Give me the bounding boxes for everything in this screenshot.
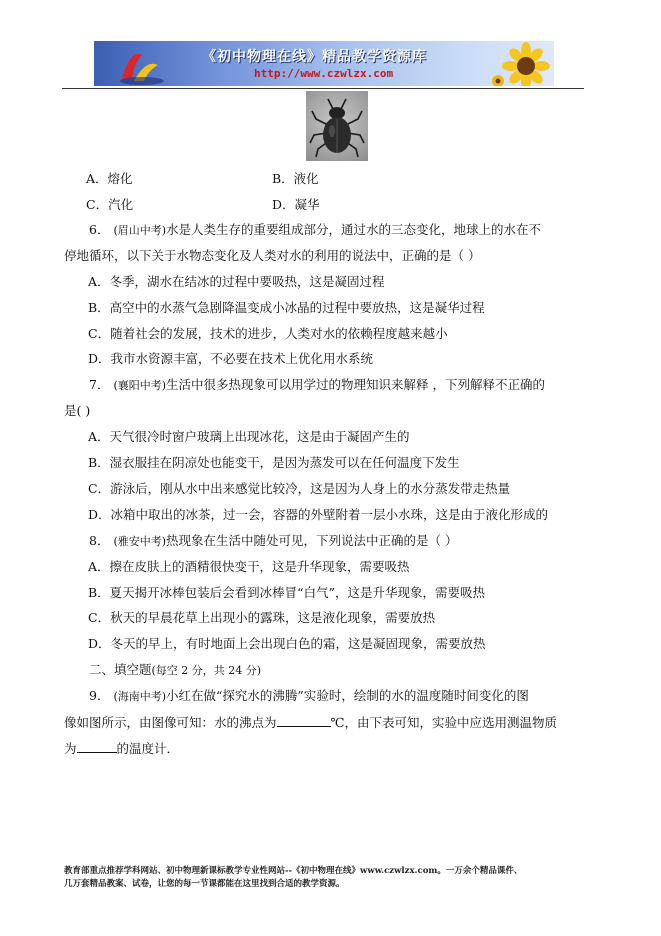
q8-option-c: C．秋天的早晨花草上出现小的露珠，这是液化现象，需要放热: [88, 610, 436, 625]
q9-number: 9．: [89, 688, 110, 703]
q9-stem-line3: [64, 740, 179, 757]
q6-stem-text1: 水是人类生存的重要组成部分，通过水的三态变化，地球上的水在不: [166, 222, 542, 237]
q8-option-a: A．擦在皮肤上的酒精很快变干，这是升华现象，需要吸热: [88, 559, 410, 574]
footer-line2: 几万套精品教案、试卷，让您的每一节课都能在这里找到合适的教学资源。: [64, 879, 345, 889]
site-logo-icon: [112, 41, 172, 86]
q9-line2-text2: ℃，由下表可知，实验中应选用测温物质: [330, 715, 557, 730]
q6-option-a: A．冬季，湖水在结冰的过程中要吸热，这是凝固过程: [88, 274, 385, 289]
q7-option-c: C．游泳后，刚从水中出来感觉比较冷，这是因为人身上的水分蒸发带走热量: [88, 481, 511, 496]
q7-option-a: A．天气很冷时窗户玻璃上出现冰花，这是由于凝固产生的: [88, 429, 410, 444]
q9-stem-line1: [89, 688, 529, 705]
header-divider: [62, 88, 584, 89]
section2-note: (每空 2 分，共 24 分): [151, 664, 262, 677]
beetle-icon: [306, 91, 368, 161]
banner-url[interactable]: http://www.czwlzx.com: [254, 67, 394, 80]
q6-source: (眉山中考): [113, 224, 167, 237]
q6-option-c: C．随着社会的发展，技术的进步，人类对水的依赖程度越来越小: [88, 326, 448, 341]
q8-stem: [89, 533, 458, 550]
sunflower-icon: [486, 41, 554, 86]
q7-option-d: D．冰箱中取出的冰茶，过一会，容器的外壁附着一层小水珠，这是由于液化形成的: [88, 507, 549, 522]
q9-source: (海南中考): [113, 690, 167, 703]
beetle-photo: [306, 91, 368, 161]
q9-stem-text1: 小红在做“探究水的沸腾”实验时，绘制的水的温度随时间变化的图: [166, 688, 529, 703]
q8-option-d: D．冬天的早上，有时地面上会出现白色的霜，这是凝固现象，需要放热: [88, 636, 486, 651]
q6-option-d: D．我市水资源丰富，不必要在技术上优化用水系统: [88, 351, 374, 366]
q8-option-b: B．夏天揭开冰棒包装后会看到冰棒冒“白气”，这是升华现象，需要吸热: [88, 585, 485, 600]
q6-stem-line1: [89, 222, 541, 239]
q9-blank-boiling-point[interactable]: [277, 714, 331, 727]
q9-line2-text1: 像如图所示，由图像可知：水的沸点为: [64, 715, 277, 730]
q7-number: 7．: [89, 377, 110, 392]
q9-blank-thermometer[interactable]: [77, 740, 117, 753]
q5-option-b: B．液化: [272, 171, 319, 186]
q5-option-c: C．汽化: [86, 197, 134, 212]
banner-title: 《初中物理在线》精品教学资源库: [202, 49, 427, 65]
q9-stem-line2: [64, 714, 557, 731]
q6-option-b: B．高空中的水蒸气急剧降温变成小冰晶的过程中要放热，这是凝华过程: [88, 300, 485, 315]
q9-line3-text2: 的温度计．: [116, 741, 180, 756]
q6-stem-line2: 停地循环，以下关于水物态变化及人类对水的利用的说法中，正确的是（ ）: [64, 248, 481, 263]
q5-option-a: A．熔化: [86, 171, 133, 186]
header-banner: [94, 41, 554, 86]
q9-line3-text1: 为: [64, 741, 77, 756]
q5-option-d: D．凝华: [272, 197, 320, 212]
section2-heading: [89, 662, 261, 679]
q7-stem-text1: 生活中很多热现象可以用学过的物理知识来解释 ，下列解释不正确的: [166, 377, 546, 392]
q7-option-b: B．湿衣服挂在阴凉处也能变干，是因为蒸发可以在任何温度下发生: [88, 455, 460, 470]
footer-line1: 教育部重点推荐学科网站、初中物理新课标教学专业性网站--《初中物理在线》www.czwlzx.com。一万余个精品课件、: [64, 866, 523, 876]
q8-number: 8．: [89, 533, 110, 548]
q7-source: (襄阳中考): [113, 379, 167, 392]
section2-title: 二、填空题: [89, 662, 152, 677]
q7-stem-line2: 是( ): [64, 403, 91, 418]
q8-source: (雅安中考): [113, 535, 167, 548]
q8-stem-text: 热现象在生活中随处可见，下列说法中正确的是（ ）: [166, 533, 458, 548]
q6-number: 6．: [89, 222, 110, 237]
q7-stem-line1: [89, 377, 545, 394]
